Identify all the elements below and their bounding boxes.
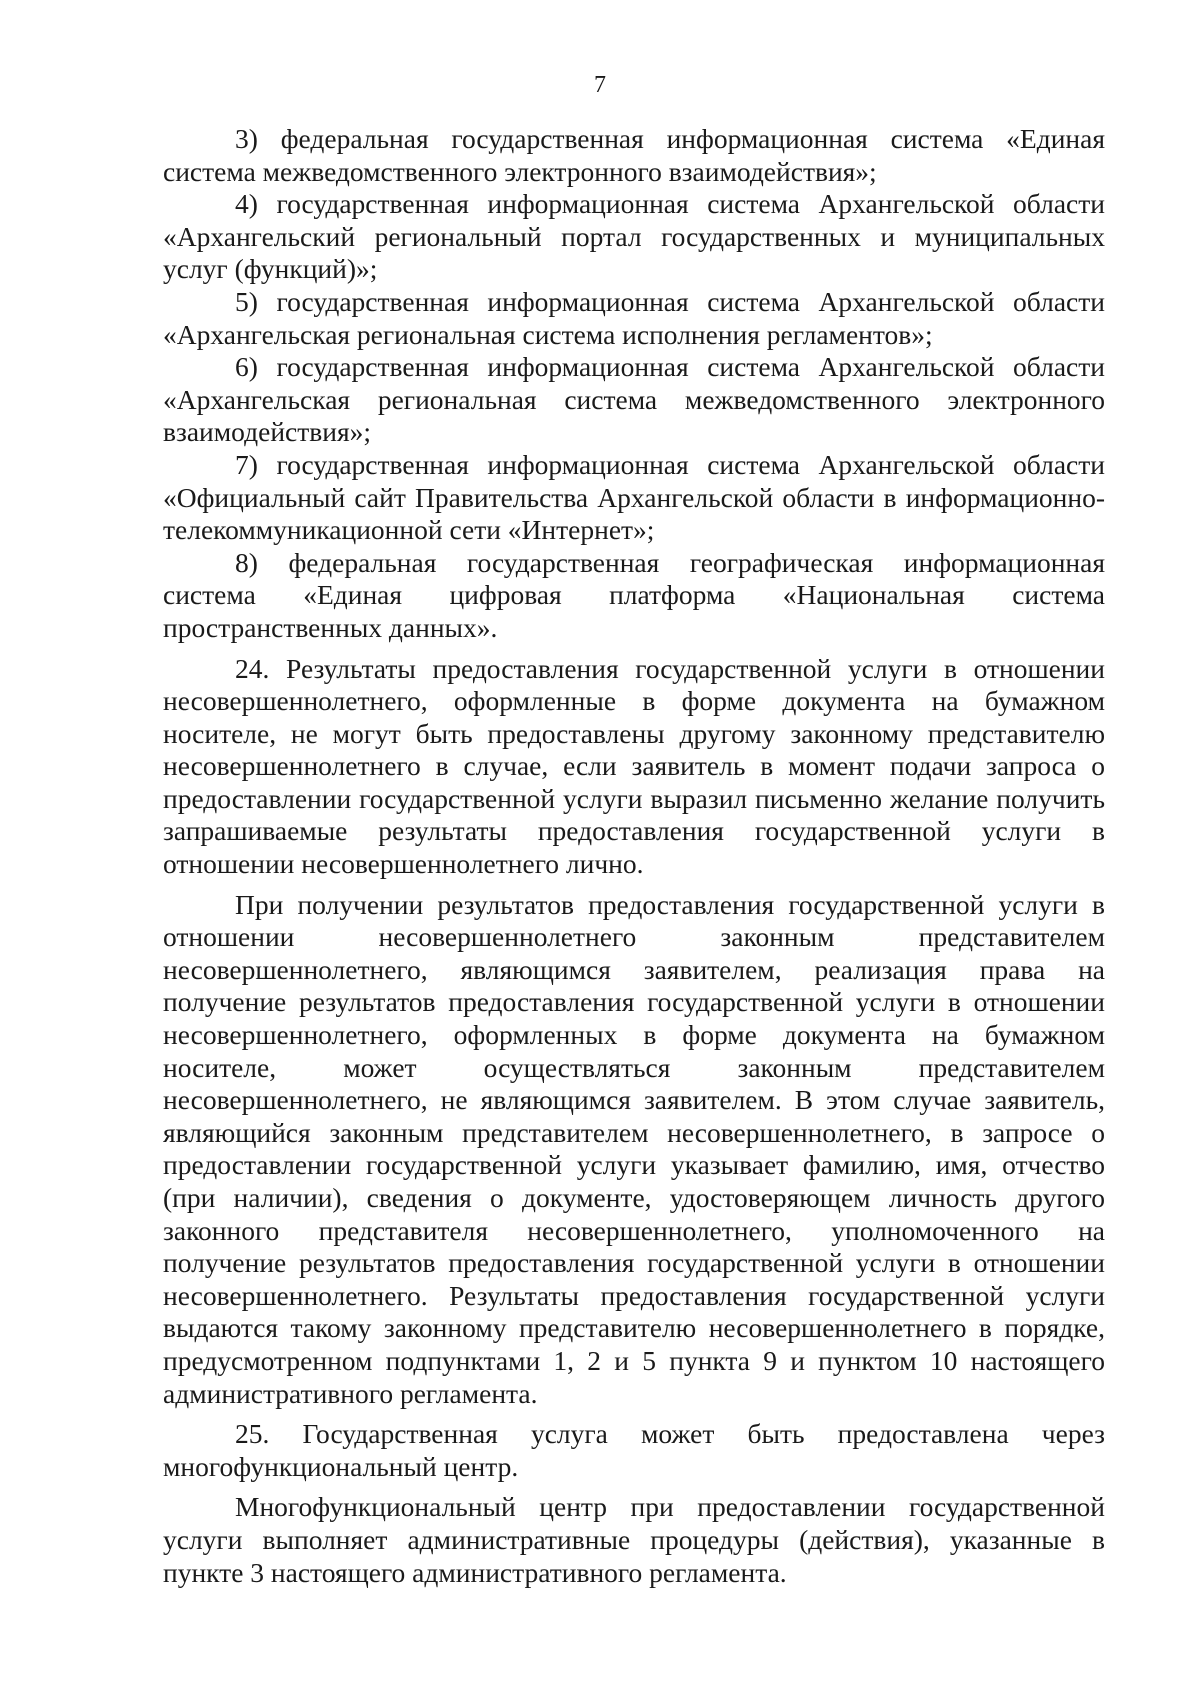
document-body [163, 123, 1105, 1589]
list-item-3: 3) федеральная государственная информационная система «Единая система межведомственного электронного взаимодействия»; [163, 123, 1105, 187]
paragraph-24: 24. Результаты предоставления государственной услуги в отношении несовершеннолетнего, оформленные в форме документа на бумажном носителе, не могут быть предоставлены другому законному представителю несовершеннолетнего в случае, если заявитель в момент подачи запроса о предоставлении государственной услуги выразил письменно желание получить запрашиваемые результаты предоставления государственной услуги в отношении несовершеннолетнего лично. [163, 652, 1105, 880]
list-item-5: 5) государственная информационная система Архангельской области «Архангельская региональная система исполнения регламентов»; [163, 285, 1105, 350]
paragraph-24-continuation: При получении результатов предоставления государственной услуги в отношении несовершеннолетнего законным представителем несовершеннолетнего, являющимся заявителем, реализация права на получение результатов предоставления государственной услуги в отношении несовершеннолетнего, оформленных в форме документа на бумажном носителе, может осуществляться законным представителем несовершеннолетнего, не являющимся заявителем. В этом случае заявитель, являющийся законным представителем несовершеннолетнего, в запросе о предоставлении государственной услуги указывает фамилию, имя, отчество (при наличии), сведения о документе, удостоверяющем личность другого законного представителя несовершеннолетнего, уполномоченного на получение результатов предоставления государственной услуги в отношении несовершеннолетнего. Результаты предоставления государственной услуги выдаются такому законному представителю несовершеннолетнего в порядке, предусмотренном подпунктами 1, 2 и 5 пункта 9 и пунктом 10 настоящего административного регламента. [163, 888, 1105, 1409]
paragraph-25-continuation: Многофункциональный центр при предоставлении государственной услуги выполняет административные процедуры (действия), указанные в пункте 3 настоящего административного регламента. [163, 1491, 1105, 1588]
list-item-8: 8) федеральная государственная географическая информационная система «Единая цифровая платформа «Национальная система пространственных данных». [163, 546, 1105, 643]
list-item-7: 7) государственная информационная система Архангельской области «Официальный сайт Правительства Архангельской области в информационно-телекоммуникационной сети «Интернет»; [163, 448, 1105, 546]
page-number: 7 [594, 72, 606, 98]
list-item-6: 6) государственная информационная система Архангельской области «Архангельская региональная система межведомственного электронного взаимодействия»; [163, 351, 1105, 448]
paragraph-25: 25. Государственная услуга может быть предоставлена через многофункциональный центр. [163, 1418, 1105, 1482]
list-item-4: 4) государственная информационная система Архангельской области «Архангельский региональный портал государственных и муниципальных услуг (функций)»; [163, 188, 1105, 285]
